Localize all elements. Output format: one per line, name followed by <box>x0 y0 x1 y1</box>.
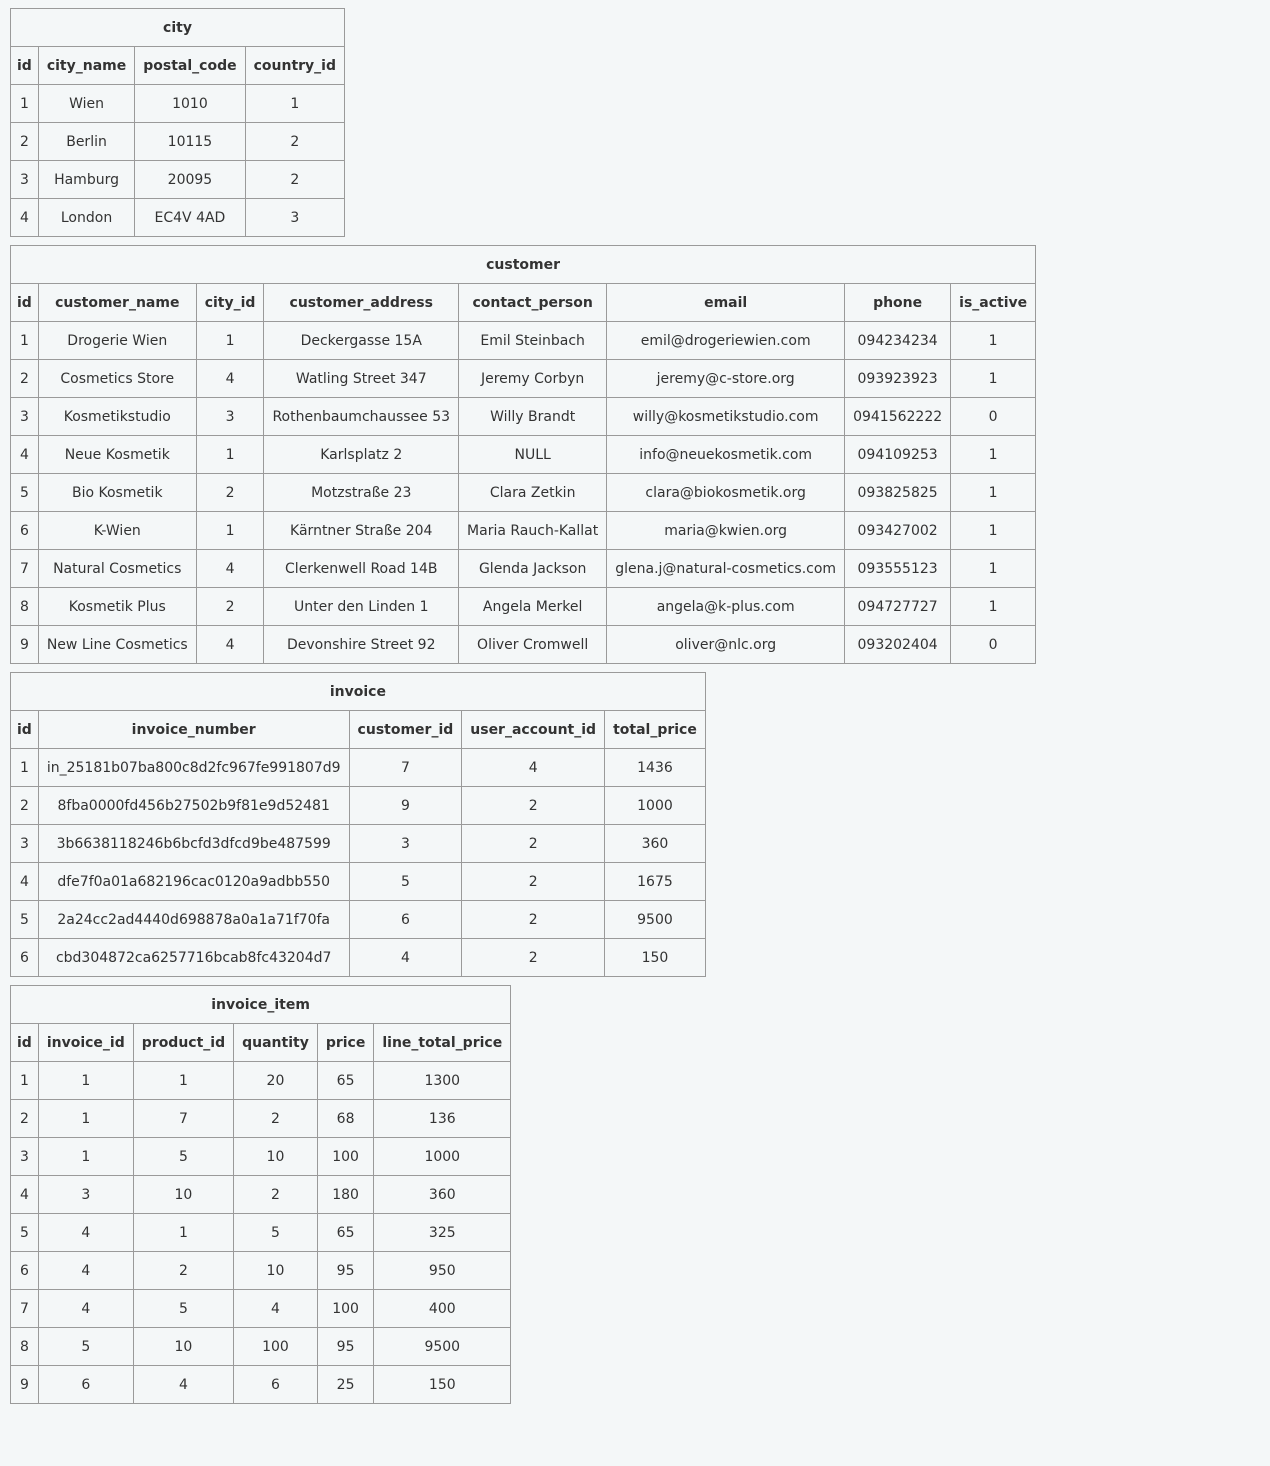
table-cell: 8 <box>11 1328 39 1366</box>
column-header: email <box>607 284 845 322</box>
table-cell: 3 <box>196 398 264 436</box>
table-cell: 1 <box>38 1100 133 1138</box>
table-cell: 7 <box>133 1100 233 1138</box>
table-cell: dfe7f0a01a682196cac0120a9adbb550 <box>38 863 349 901</box>
table-title: city <box>11 9 345 47</box>
table-cell: 4 <box>196 360 264 398</box>
table-cell: Willy Brandt <box>459 398 607 436</box>
table-title: customer <box>11 246 1036 284</box>
table-cell: 1 <box>951 588 1036 626</box>
table-cell: 1 <box>951 550 1036 588</box>
column-header: id <box>11 1024 39 1062</box>
table-cell: 7 <box>349 749 462 787</box>
table-cell: 1 <box>38 1062 133 1100</box>
table-row <box>11 1062 511 1100</box>
table-cell: 3 <box>11 398 39 436</box>
table-row <box>11 901 706 939</box>
column-header: contact_person <box>459 284 607 322</box>
table-cell: 95 <box>317 1252 374 1290</box>
table-cell: 68 <box>317 1100 374 1138</box>
table-cell: emil@drogeriewien.com <box>607 322 845 360</box>
table-cell: 360 <box>374 1176 511 1214</box>
table-cell: K-Wien <box>38 512 196 550</box>
table-cell: 150 <box>374 1366 511 1404</box>
header-row <box>11 284 1036 322</box>
table-cell: Bio Kosmetik <box>38 474 196 512</box>
table-cell: clara@biokosmetik.org <box>607 474 845 512</box>
table-row <box>11 322 1036 360</box>
table-row <box>11 1214 511 1252</box>
table-cell: 3 <box>245 199 344 237</box>
table-cell: willy@kosmetikstudio.com <box>607 398 845 436</box>
column-header: country_id <box>245 47 344 85</box>
table-row <box>11 474 1036 512</box>
table-cell: 136 <box>374 1100 511 1138</box>
table-cell: 10115 <box>135 123 245 161</box>
table-cell: 1 <box>951 360 1036 398</box>
table-cell: 2 <box>245 161 344 199</box>
table-cell: 2 <box>196 474 264 512</box>
table-cell: 20095 <box>135 161 245 199</box>
column-header: id <box>11 284 39 322</box>
table-cell: London <box>38 199 134 237</box>
table-cell: Oliver Cromwell <box>459 626 607 664</box>
table-cell: Natural Cosmetics <box>38 550 196 588</box>
table-row <box>11 199 345 237</box>
table-cell: 0 <box>951 626 1036 664</box>
table-cell: Neue Kosmetik <box>38 436 196 474</box>
table-cell: 1000 <box>605 787 706 825</box>
table-cell: 5 <box>11 474 39 512</box>
table-row <box>11 436 1036 474</box>
table-cell: Drogerie Wien <box>38 322 196 360</box>
table-cell: 2 <box>196 588 264 626</box>
table-cell: 2 <box>11 123 39 161</box>
table-cell: 5 <box>133 1290 233 1328</box>
table-cell: 6 <box>11 939 39 977</box>
table-cell: Kärntner Straße 204 <box>264 512 459 550</box>
table-cell: 950 <box>374 1252 511 1290</box>
table-cell: 094109253 <box>845 436 951 474</box>
table-cell: 5 <box>11 1214 39 1252</box>
table-cell: 3 <box>38 1176 133 1214</box>
table-row <box>11 588 1036 626</box>
table-cell: 5 <box>234 1214 318 1252</box>
table-cell: 8 <box>11 588 39 626</box>
table-cell: 150 <box>605 939 706 977</box>
table-cell: jeremy@c-store.org <box>607 360 845 398</box>
table-row <box>11 512 1036 550</box>
table-cell: 1 <box>196 436 264 474</box>
table-cell: 1 <box>951 436 1036 474</box>
table-cell: 2 <box>462 787 605 825</box>
table-cell: 9 <box>11 1366 39 1404</box>
table-row <box>11 85 345 123</box>
table-cell: Motzstraße 23 <box>264 474 459 512</box>
table-cell: 2 <box>462 863 605 901</box>
table-row <box>11 787 706 825</box>
table-cell: 1000 <box>374 1138 511 1176</box>
table-cell: 1 <box>11 85 39 123</box>
table-cell: 1436 <box>605 749 706 787</box>
table-cell: 5 <box>133 1138 233 1176</box>
table-row <box>11 360 1036 398</box>
table-cell: 093427002 <box>845 512 951 550</box>
table-cell: 65 <box>317 1214 374 1252</box>
table-cell: 10 <box>234 1138 318 1176</box>
table-cell: 2 <box>462 825 605 863</box>
table-cell: Wien <box>38 85 134 123</box>
table-cell: 6 <box>234 1366 318 1404</box>
table-cell: Kosmetikstudio <box>38 398 196 436</box>
table-row <box>11 863 706 901</box>
table-row <box>11 626 1036 664</box>
column-header: user_account_id <box>462 711 605 749</box>
column-header: quantity <box>234 1024 318 1062</box>
table-cell: 2 <box>11 787 39 825</box>
table-cell: 5 <box>349 863 462 901</box>
table-cell: glena.j@natural-cosmetics.com <box>607 550 845 588</box>
table-cell: 1010 <box>135 85 245 123</box>
table-cell: 1 <box>951 512 1036 550</box>
table-customer <box>10 245 1036 664</box>
header-row <box>11 1024 511 1062</box>
table-cell: 1 <box>11 1062 39 1100</box>
table-cell: Maria Rauch-Kallat <box>459 512 607 550</box>
table-cell: 094234234 <box>845 322 951 360</box>
table-cell: 0941562222 <box>845 398 951 436</box>
table-cell: 1 <box>11 322 39 360</box>
table-cell: 2 <box>11 360 39 398</box>
table-cell: 2 <box>462 939 605 977</box>
table-cell: 1300 <box>374 1062 511 1100</box>
table-invoice <box>10 672 706 977</box>
header-row <box>11 711 706 749</box>
table-cell: 100 <box>317 1290 374 1328</box>
table-cell: NULL <box>459 436 607 474</box>
table-cell: 3 <box>11 1138 39 1176</box>
table-cell: 2 <box>245 123 344 161</box>
table-cell: 4 <box>349 939 462 977</box>
table-invoice-item <box>10 985 511 1404</box>
table-cell: 4 <box>11 436 39 474</box>
table-cell: 6 <box>349 901 462 939</box>
table-cell: maria@kwien.org <box>607 512 845 550</box>
table-cell: 4 <box>196 550 264 588</box>
table-cell: 95 <box>317 1328 374 1366</box>
table-cell: 100 <box>234 1328 318 1366</box>
column-header: postal_code <box>135 47 245 85</box>
table-row <box>11 939 706 977</box>
table-row <box>11 749 706 787</box>
table-row <box>11 550 1036 588</box>
table-cell: 325 <box>374 1214 511 1252</box>
table-cell: 10 <box>133 1328 233 1366</box>
column-header: total_price <box>605 711 706 749</box>
table-cell: 6 <box>38 1366 133 1404</box>
column-header: is_active <box>951 284 1036 322</box>
table-cell: 4 <box>11 863 39 901</box>
table-cell: 0 <box>951 398 1036 436</box>
table-row <box>11 1100 511 1138</box>
table-cell: 9 <box>11 626 39 664</box>
column-header: customer_address <box>264 284 459 322</box>
table-cell: oliver@nlc.org <box>607 626 845 664</box>
table-cell: 3 <box>11 161 39 199</box>
table-cell: 093555123 <box>845 550 951 588</box>
table-cell: 1 <box>196 512 264 550</box>
table-cell: Clerkenwell Road 14B <box>264 550 459 588</box>
table-cell: 1 <box>133 1214 233 1252</box>
table-cell: Karlsplatz 2 <box>264 436 459 474</box>
table-city <box>10 8 345 237</box>
table-cell: 4 <box>38 1290 133 1328</box>
table-cell: 094727727 <box>845 588 951 626</box>
table-cell: 100 <box>317 1138 374 1176</box>
column-header: product_id <box>133 1024 233 1062</box>
table-cell: Unter den Linden 1 <box>264 588 459 626</box>
table-cell: 4 <box>133 1366 233 1404</box>
table-row <box>11 1366 511 1404</box>
table-cell: 2 <box>133 1252 233 1290</box>
table-cell: Hamburg <box>38 161 134 199</box>
table-cell: 180 <box>317 1176 374 1214</box>
table-row <box>11 1290 511 1328</box>
table-row <box>11 1138 511 1176</box>
table-cell: 1 <box>11 749 39 787</box>
table-cell: 093825825 <box>845 474 951 512</box>
table-cell: 2 <box>462 901 605 939</box>
table-cell: 6 <box>11 1252 39 1290</box>
table-cell: 4 <box>11 199 39 237</box>
table-cell: Jeremy Corbyn <box>459 360 607 398</box>
table-cell: 4 <box>38 1214 133 1252</box>
table-cell: Deckergasse 15A <box>264 322 459 360</box>
table-cell: 9500 <box>374 1328 511 1366</box>
column-header: id <box>11 47 39 85</box>
table-cell: Clara Zetkin <box>459 474 607 512</box>
table-cell: 9 <box>349 787 462 825</box>
column-header: invoice_id <box>38 1024 133 1062</box>
column-header: invoice_number <box>38 711 349 749</box>
table-row <box>11 825 706 863</box>
table-cell: 1 <box>133 1062 233 1100</box>
table-row <box>11 1328 511 1366</box>
column-header: line_total_price <box>374 1024 511 1062</box>
table-cell: 4 <box>462 749 605 787</box>
table-cell: 7 <box>11 550 39 588</box>
table-cell: 1675 <box>605 863 706 901</box>
table-cell: Angela Merkel <box>459 588 607 626</box>
table-row <box>11 398 1036 436</box>
table-cell: 3 <box>11 825 39 863</box>
table-cell: cbd304872ca6257716bcab8fc43204d7 <box>38 939 349 977</box>
table-cell: 360 <box>605 825 706 863</box>
table-cell: Cosmetics Store <box>38 360 196 398</box>
table-title: invoice_item <box>11 986 511 1024</box>
table-cell: Berlin <box>38 123 134 161</box>
table-cell: 5 <box>11 901 39 939</box>
table-cell: 4 <box>196 626 264 664</box>
table-cell: 10 <box>133 1176 233 1214</box>
table-cell: 6 <box>11 512 39 550</box>
table-cell: Watling Street 347 <box>264 360 459 398</box>
table-cell: New Line Cosmetics <box>38 626 196 664</box>
table-cell: info@neuekosmetik.com <box>607 436 845 474</box>
table-cell: Kosmetik Plus <box>38 588 196 626</box>
header-row <box>11 47 345 85</box>
column-header: id <box>11 711 39 749</box>
table-cell: 4 <box>38 1252 133 1290</box>
table-cell: 65 <box>317 1062 374 1100</box>
column-header: phone <box>845 284 951 322</box>
table-cell: 2 <box>234 1100 318 1138</box>
column-header: customer_id <box>349 711 462 749</box>
table-cell: 2 <box>11 1100 39 1138</box>
table-cell: 093923923 <box>845 360 951 398</box>
table-cell: 2a24cc2ad4440d698878a0a1a71f70fa <box>38 901 349 939</box>
table-cell: 7 <box>11 1290 39 1328</box>
table-row <box>11 123 345 161</box>
table-cell: Rothenbaumchaussee 53 <box>264 398 459 436</box>
table-title: invoice <box>11 673 706 711</box>
table-cell: 10 <box>234 1252 318 1290</box>
table-cell: 3 <box>349 825 462 863</box>
table-cell: 8fba0000fd456b27502b9f81e9d52481 <box>38 787 349 825</box>
table-cell: angela@k-plus.com <box>607 588 845 626</box>
column-header: city_id <box>196 284 264 322</box>
table-cell: 9500 <box>605 901 706 939</box>
table-cell: 4 <box>234 1290 318 1328</box>
table-cell: 1 <box>38 1138 133 1176</box>
table-cell: 3b6638118246b6bcfd3dfcd9be487599 <box>38 825 349 863</box>
table-cell: 1 <box>245 85 344 123</box>
table-cell: 093202404 <box>845 626 951 664</box>
table-cell: 400 <box>374 1290 511 1328</box>
table-cell: Emil Steinbach <box>459 322 607 360</box>
table-row <box>11 1176 511 1214</box>
column-header: city_name <box>38 47 134 85</box>
table-cell: 1 <box>951 322 1036 360</box>
table-cell: 1 <box>196 322 264 360</box>
column-header: price <box>317 1024 374 1062</box>
table-cell: 5 <box>38 1328 133 1366</box>
table-cell: 20 <box>234 1062 318 1100</box>
table-row <box>11 161 345 199</box>
table-cell: EC4V 4AD <box>135 199 245 237</box>
table-cell: Devonshire Street 92 <box>264 626 459 664</box>
table-cell: 1 <box>951 474 1036 512</box>
table-row <box>11 1252 511 1290</box>
table-cell: Glenda Jackson <box>459 550 607 588</box>
table-cell: 2 <box>234 1176 318 1214</box>
table-cell: 25 <box>317 1366 374 1404</box>
table-cell: in_25181b07ba800c8d2fc967fe991807d9 <box>38 749 349 787</box>
column-header: customer_name <box>38 284 196 322</box>
table-cell: 4 <box>11 1176 39 1214</box>
